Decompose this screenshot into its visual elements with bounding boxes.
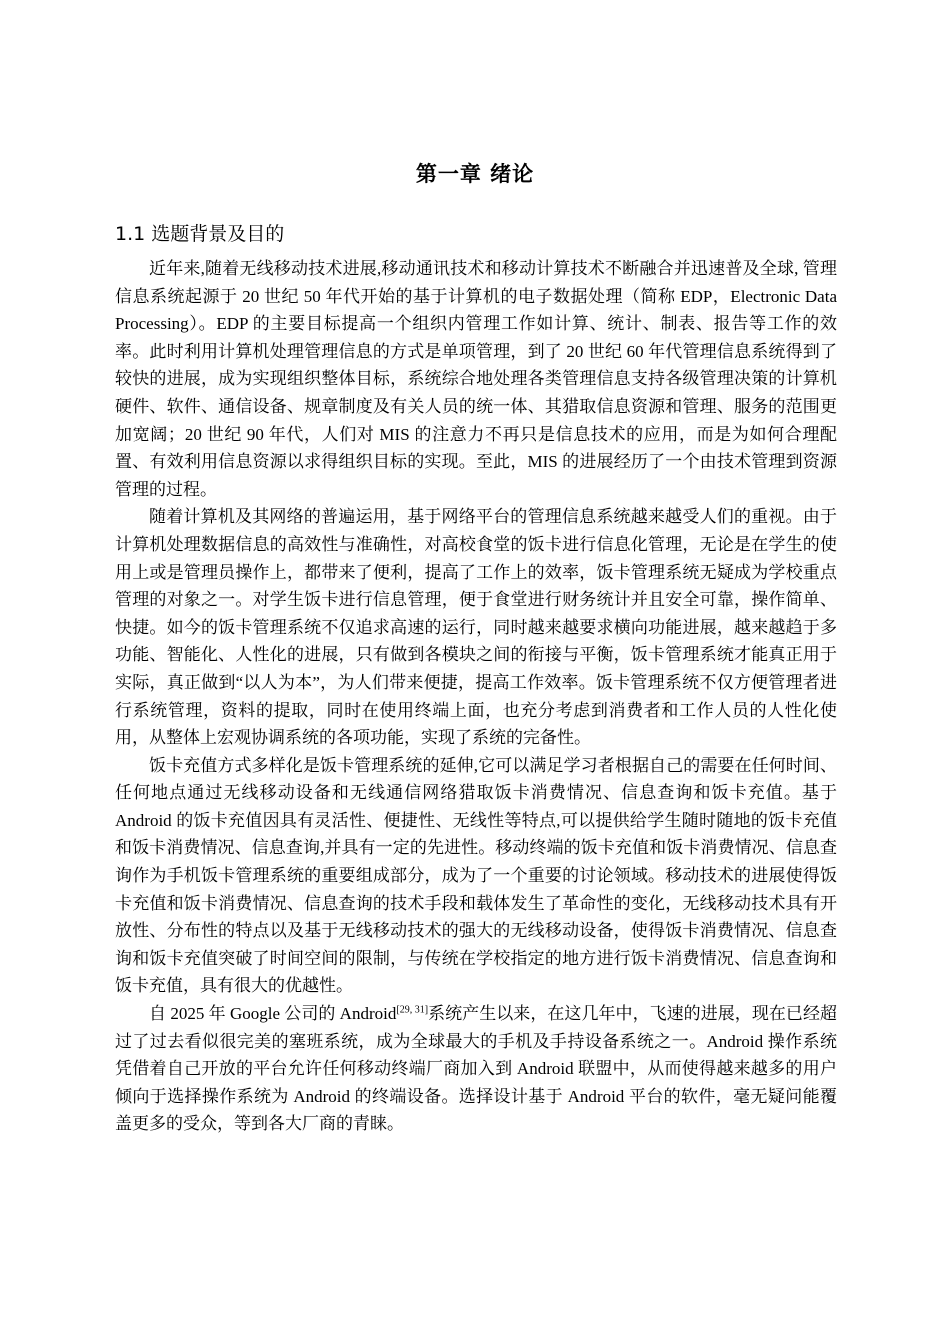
section-title: 1.1 选题背景及目的 bbox=[115, 223, 285, 245]
citation-reference: [29, 31] bbox=[396, 1004, 429, 1016]
body-text bbox=[115, 255, 837, 1138]
paragraph-4 bbox=[115, 1000, 837, 1138]
paragraph-4-rest: 系统产生以来，在这几年中，飞速的进展，现在已经超过了过去看似很完美的塞班系统，成为全球最大的手机及手持设备系统之一。Android 操作系统凭借着自己开放的平台允许任何移动终端厂商加入到 Android 联盟中，从而使得越来越多的用户倾向于选择操作系统为 Android 的终端设备。选择设计基于 Android 平台的软件，毫无疑问能覆盖更多的受众，等到各大厂商的青睐。 bbox=[115, 1004, 837, 1134]
paragraph-2: 随着计算机及其网络的普遍运用，基于网络平台的管理信息系统越来越受人们的重视。由于计算机处理数据信息的高效性与准确性，对高校食堂的饭卡进行信息化管理，无论是在学生的使用上或是管理员操作上，都带来了便利，提高了工作上的效率，饭卡管理系统无疑成为学校重点管理的对象之一。对学生饭卡进行信息管理，便于食堂进行财务统计并且安全可靠，操作简单、快捷。如今的饭卡管理系统不仅追求高速的运行，同时越来越要求横向功能进展，越来越趋于多功能、智能化、人性化的进展，只有做到各模块之间的衔接与平衡，饭卡管理系统才能真正用于实际，真正做到“以人为本”，为人们带来便捷，提高工作效率。饭卡管理系统不仅方便管理者进行系统管理，资料的提取，同时在使用终端上面，也充分考虑到消费者和工作人员的人性化使用，从整体上宏观协调系统的各项功能，实现了系统的完备性。 bbox=[115, 507, 837, 748]
paragraph-3: 饭卡充值方式多样化是饭卡管理系统的延伸,它可以满足学习者根据自己的需要在任何时间、任何地点通过无线移动设备和无线通信网络猎取饭卡消费情况、信息查询和饭卡充值。基于 Android 的饭卡充值因具有灵活性、便捷性、无线性等特点,可以提供给学生随时随地的饭卡充值和饭卡消费情况、信息查询,并具有一定的先进性。移动终端的饭卡充值和饭卡消费情况、信息查询作为手机饭卡管理系统的重要组成部分，成为了一个重要的讨论领域。移动技术的进展使得饭卡充值和饭卡消费情况、信息查询的技术手段和载体发生了革命性的变化，无线移动技术具有开放性、分布性的特点以及基于无线移动技术的强大的无线移动设备，使得饭卡消费情况、信息查询和饭卡充值突破了时间空间的限制，与传统在学校指定的地方进行饭卡消费情况、信息查询和饭卡充值，具有很大的优越性。 bbox=[115, 755, 837, 996]
paragraph-1: 近年来,随着无线移动技术进展,移动通讯技术和移动计算技术不断融合并迅速普及全球, 管理信息系统起源于 20 世纪 50 年代开始的基于计算机的电子数据处理（简称 EDP，Electronic Data Processing）。EDP 的主要目标提高一个组织内管理工作如计算、统计、制表、报告等工作的效率。此时利用计算机处理管理信息的方式是单项管理，到了 20 世纪 60 年代管理信息系统得到了较快的进展，成为实现组织整体目标，系统综合地处理各类管理信息支持各级管理决策的计算机硬件、软件、通信设备、规章制度及有关人员的统一体、其猎取信息资源和管理、服务的范围更加宽阔；20 世纪 90 年代，人们对 MIS 的注意力不再只是信息技术的应用，而是为如何合理配置、有效利用信息资源以求得组织目标的实现。至此，MIS 的进展经历了一个由技术管理到资源管理的过程。 bbox=[115, 259, 837, 499]
paragraph-4-start: 自 2025 年 Google 公司的 Android bbox=[149, 1004, 397, 1024]
chapter-title: 第一章 绪论 bbox=[415, 162, 535, 186]
